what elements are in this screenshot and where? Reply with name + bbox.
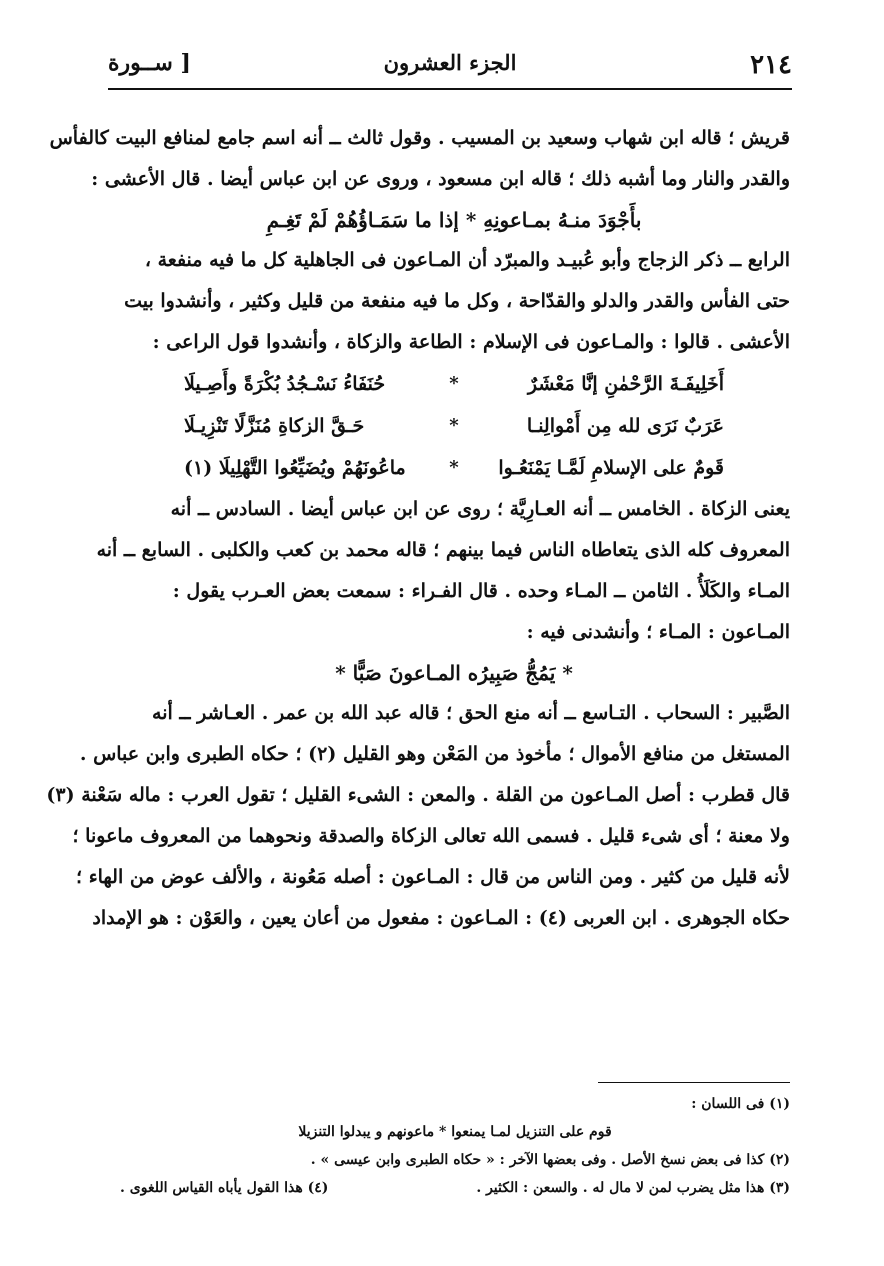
poem-couplet bbox=[118, 447, 790, 489]
footnote-4: (٤) هذا القول يأباه القياس اللغوى . bbox=[120, 1180, 329, 1196]
footnote-3: (٣) هذا مثل يضرب لمن لا مال له . والسعن : الكثير . bbox=[476, 1180, 790, 1196]
hemistich-second: حَـقَّ الزكاةِ مُنَزَّلًا تَنْزِيـلَا bbox=[184, 415, 365, 437]
text-line: قال قطرب : أصل المـاعون من القلة . والمعن : الشىء القليل ؛ تقول العرب : ماله سَعْنة (٣) bbox=[46, 784, 790, 806]
surah-label: [ ســورة bbox=[108, 50, 191, 76]
footnote-row bbox=[120, 1174, 790, 1202]
footnote-divider bbox=[598, 1082, 790, 1083]
text-line: الأعشى . قالوا : والمـاعون فى الإسلام : الطاعة والزكاة ، وأنشدوا قول الراعى : bbox=[152, 331, 790, 353]
text-line: الصَّبير : السحاب . التـاسع ــ أنه منع الحق ؛ قاله عبد الله بن عمر . العـاشر ــ أنه bbox=[152, 702, 790, 724]
footnote-1-label: (١) فى اللسان : bbox=[691, 1096, 790, 1112]
main-text bbox=[46, 118, 790, 939]
poem-couplet bbox=[118, 363, 790, 405]
text-line: المعروف كله الذى يتعاطاه الناس فيما بينهم ؛ قاله محمد بن كعب والكلبى . السابع ــ أنه bbox=[96, 539, 790, 561]
poem-couplet bbox=[118, 405, 790, 447]
verse-separator: * bbox=[449, 415, 459, 436]
text-line: الرابع ــ ذكر الزجاج وأبو عُبيـد والمبرّد أن المـاعون فى الجاهلية كل ما فيه منفعة ، bbox=[144, 249, 790, 271]
page-number: ٢١٤ bbox=[750, 50, 792, 80]
verse-separator: * bbox=[449, 457, 459, 478]
footnote-2: (٢) كذا فى بعض نسخ الأصل . وفى بعضها الآخر : « حكاه الطبرى وابن عيسى » . bbox=[310, 1152, 790, 1168]
text-line: ولا معنة ؛ أى شىء قليل . فسمى الله تعالى الزكاة والصدقة ونحوهما من المعروف ماعونا ؛ bbox=[72, 825, 790, 847]
text-line: المـاعون : المـاء ؛ وأنشدنى فيه : bbox=[526, 621, 790, 643]
text-line: حتى الفأس والقدر والدلو والقدّاحة ، وكل ما فيه منفعة من قليل وكثير ، وأنشدوا بيت bbox=[124, 290, 790, 312]
text-line: المـاء والكَلَأُ . الثامن ــ المـاء وحده . قال الفـراء : سمعت بعض العـرب يقول : bbox=[172, 580, 790, 602]
footnotes bbox=[120, 1090, 790, 1202]
verse-line: * يَمُجُّ صَبِيرُه المـاعونَ صَبًّا * bbox=[335, 661, 573, 685]
running-header bbox=[108, 46, 792, 90]
verse-line: بأَجْوَدَ منـهُ بمـاعونِهِ * إذا ما سَمَـاؤُهُمْ لَمْ تَغِـمِ bbox=[266, 208, 642, 232]
text-line: والقدر والنار وما أشبه ذلك ؛ قاله ابن مسعود ، وروى عن ابن عباس أيضا . قال الأعشى : bbox=[91, 168, 790, 190]
footnote-1-verse: قوم على التنزيل لمـا يمنعوا * ماعونهم و يبدلوا التنزيلا bbox=[298, 1124, 612, 1140]
text-line: المستغل من منافع الأموال ؛ مأخوذ من المَعْن وهو القليل (٢) ؛ حكاه الطبرى وابن عباس . bbox=[79, 743, 790, 765]
text-line: يعنى الزكاة . الخامس ــ أنه العـارِيَّة ؛ روى عن ابن عباس أيضا . السادس ــ أنه bbox=[170, 498, 790, 520]
text-line: قريش ؛ قاله ابن شهاب وسعيد بن المسيب . وقول ثالث ــ أنه اسم جامع لمنافع البيت كالفأس bbox=[49, 127, 790, 149]
part-title: الجزء العشرون bbox=[383, 50, 517, 75]
text-line: لأنه قليل من كثير . ومن الناس من قال : المـاعون : أصله مَعُونة ، والألف عوض من الهاء ؛ bbox=[76, 866, 790, 888]
text-line: حكاه الجوهرى . ابن العربى (٤) : المـاعون : مفعول من أعان يعين ، والعَوْن : هو الإمداد bbox=[92, 907, 790, 929]
hemistich-first: قَومٌ على الإسلامِ لَمَّـا يَمْنَعُـوا bbox=[498, 457, 724, 479]
hemistich-second: حُنَفَاءُ نَسْـجُدُ بُكْرَةً وأَصِـيلَا bbox=[184, 373, 386, 395]
hemistich-second: ماعُونَهُمْ ويُضَيِّعُوا التَّهْلِيلَا (١) bbox=[184, 457, 406, 479]
hemistich-first: أَخَلِيفَـةَ الرَّحْمٰنِ إنَّا مَعْشَرٌ bbox=[527, 373, 724, 395]
verse-separator: * bbox=[449, 373, 459, 394]
hemistich-first: عَرَبٌ نَرَى لله مِن أَمْوالِنـا bbox=[526, 415, 724, 437]
